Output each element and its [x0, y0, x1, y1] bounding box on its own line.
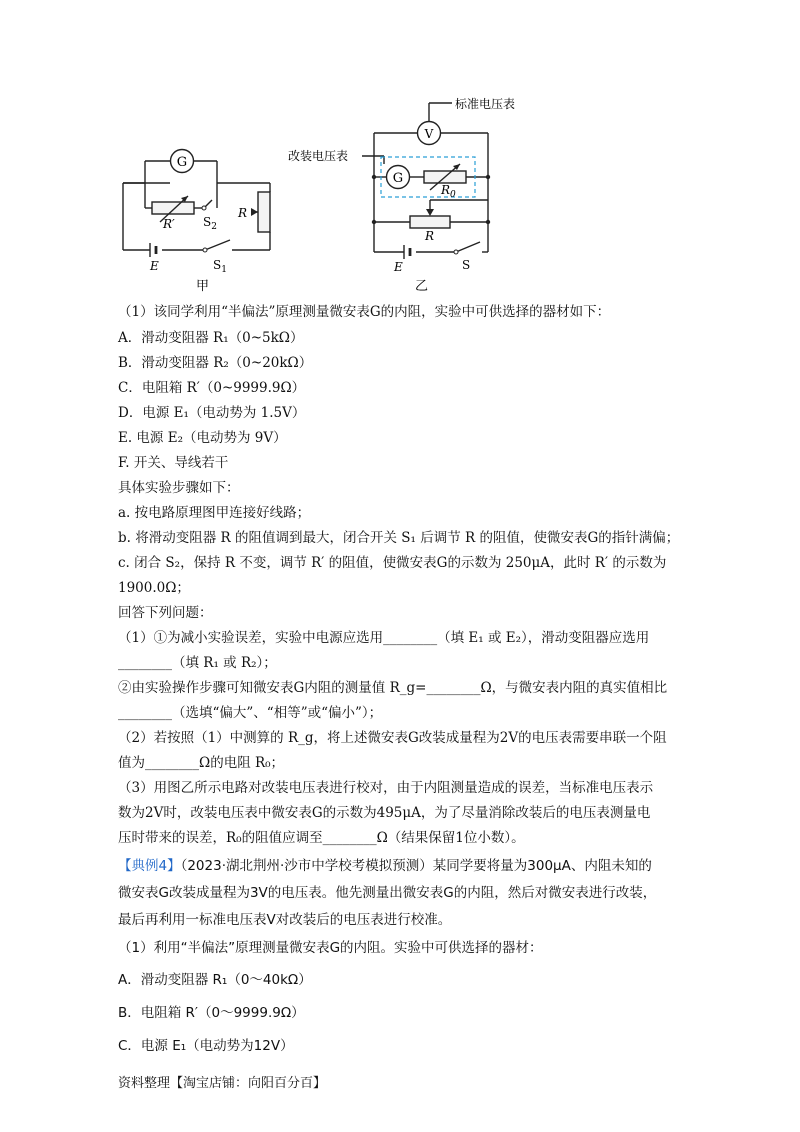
option-a: A．滑动变阻器 R₁（0～40kΩ）: [118, 972, 312, 988]
label-modified-voltmeter: 改装电压表: [288, 149, 349, 163]
text-line: 压时带来的误差，R₀的阻值应调至________Ω（结果保留1位小数）。: [118, 830, 525, 846]
circuit-left: [123, 161, 270, 250]
footer-note: 资料整理【淘宝店铺：向阳百分百】: [118, 1076, 327, 1091]
text-line: （2）若按照（1）中测算的 R_g，将上述微安表G改装成量程为2V的电压表需要串联一个阻: [118, 730, 667, 746]
label-r-left: R: [238, 206, 248, 220]
label-v: V: [424, 127, 434, 141]
resistor-r-left: [251, 192, 270, 232]
text-line: 数为2V时，改装电压表中微安表G的示数为495μA，为了尽量消除改装后的电压表测量电: [118, 805, 651, 821]
example-line1: （2023·湖北荆州·沙市中学校考模拟预测）某同学要将量为300μA、内阻未知的: [180, 858, 652, 874]
example-line4: （1）利用“半偏法”原理测量微安表G的内阻。实验中可供选择的器材：: [118, 940, 543, 956]
label-e-left: E: [150, 259, 159, 273]
example-tag: 【典例4】: [118, 858, 181, 874]
text-line: 值为________Ω的电阻 R₀；: [118, 755, 285, 771]
text-line: （1）①为减小实验误差，实验中电源应选用________（填 E₁ 或 E₂），滑动变阻器应选用: [118, 630, 650, 646]
label-r-right: R: [425, 229, 435, 243]
text-line: D．电源 E₁（电动势为 1.5V）: [118, 405, 306, 421]
label-s-right: S: [462, 258, 471, 272]
example-line2: 微安表G改装成量程为3V的电压表。他先测量出微安表G的内阻，然后对微安表进行改装，: [118, 885, 657, 901]
label-std-voltmeter: 标准电压表: [455, 97, 516, 111]
label-g-right: G: [392, 171, 404, 186]
text-line: ________（选填“偏大”、“相等”或“偏小”）；: [118, 705, 383, 721]
label-e-right: E: [394, 260, 403, 274]
option-b: B．电阻箱 R′（0～9999.9Ω）: [118, 1005, 305, 1021]
text-line: A．滑动变阻器 R₁（0~5kΩ）: [118, 330, 304, 346]
resistor-r-right: [410, 209, 450, 228]
option-c: C．电源 E₁（电动势为12V）: [118, 1038, 294, 1054]
text-line: 回答下列问题：: [118, 605, 213, 621]
label-r0: $R_0$: [441, 183, 456, 200]
label-s2: $S_2$: [203, 215, 217, 232]
text-line: B．滑动变阻器 R₂（0~20kΩ）: [118, 355, 313, 371]
label-s1: $S_1$: [213, 258, 227, 275]
text-line: 1900.0Ω；: [118, 580, 190, 596]
example-heading: [118, 856, 652, 876]
text-line: 具体实验步骤如下：: [118, 480, 240, 496]
caption-right: 乙: [415, 279, 429, 294]
text-line: a. 按电路原理图甲连接好线路；: [118, 505, 311, 521]
text-line: b. 将滑动变阻器 R 的阻值调到最大，闭合开关 S₁ 后调节 R 的阻值，使微安表G的指针满偏；: [118, 530, 680, 546]
example-line3: 最后再利用一标准电压表V对改装后的电压表进行校准。: [118, 912, 452, 928]
text-line: ________（填 R₁ 或 R₂）；: [118, 655, 277, 671]
label-r-prime: R′: [163, 217, 175, 231]
circuit-figures: [0, 0, 800, 300]
text-line: C．电阻箱 R′（0~9999.9Ω）: [118, 380, 306, 396]
label-g-left: G: [176, 155, 188, 170]
text-line: F. 开关、导线若干: [118, 455, 229, 471]
text-line: c. 闭合 S₂，保持 R 不变，调节 R′ 的阻值，使微安表G的示数为 250μA，此时 R′ 的示数为: [118, 555, 667, 571]
text-line: E. 电源 E₂（电动势为 9V）: [118, 430, 287, 446]
caption-left: 甲: [196, 279, 210, 294]
text-line: （3）用图乙所示电路对改装电压表进行校对，由于内阻测量造成的误差，当标准电压表示: [118, 780, 654, 796]
text-line: （1）该同学利用“半偏法”原理测量微安表G的内阻，实验中可供选择的器材如下：: [118, 304, 611, 320]
text-line: ②由实验操作步骤可知微安表G内阻的测量值 R_g=________Ω，与微安表内阻的真实值相比: [118, 680, 668, 696]
